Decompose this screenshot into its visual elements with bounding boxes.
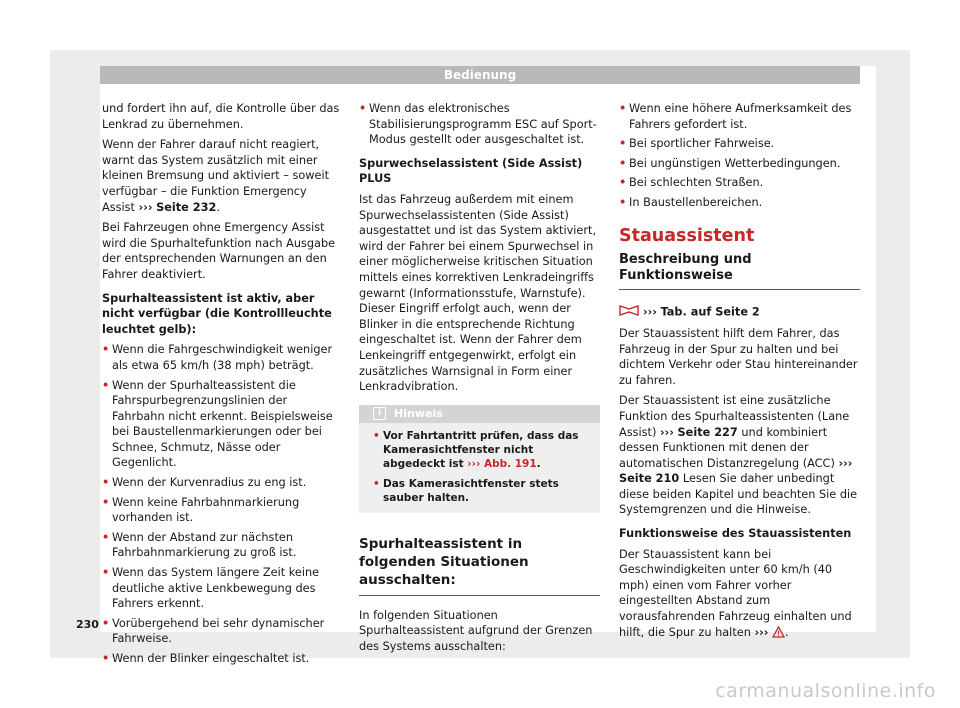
table-reference[interactable]: Tab. auf Seite 2 (660, 305, 760, 319)
list-item: • Wenn das System längere Zeit keine deutliche aktive Lenkbewegung des Fahrers erkennt. (102, 566, 320, 611)
paragraph: Der Stauassistent kann bei Geschwindigkeiten unter 60 km/h (40 mph) einen vom Fahrer vorher eingestellten Abstand zum vorausfahrenden Fahrzeug einhalten und hilft, die Spur zu halten ››› . (619, 547, 860, 643)
column-2 (359, 101, 600, 659)
list-item: • Wenn eine höhere Aufmerksamkeit des Fahrers gefordert ist. (619, 102, 852, 131)
list-item: • Bei sportlicher Fahrweise. (619, 137, 775, 151)
chapter-title: Stauassistent (619, 225, 755, 246)
paragraph: In folgenden Situationen Spurhalteassistent aufgrund der Grenzen des Systems ausschalten: (359, 608, 593, 653)
column-1 (102, 101, 340, 671)
page-reference[interactable]: Seite 227 (677, 425, 738, 439)
list-item: • Bei schlechten Straßen. (619, 176, 764, 190)
ref-arrow: ››› (659, 425, 674, 439)
watermark: carmanualsonline.info (715, 680, 936, 702)
page-reference[interactable]: Seite 232 (156, 200, 217, 214)
paragraph: und fordert ihn auf, die Kontrolle über das Lenkrad zu übernehmen. (102, 102, 340, 131)
list-item: • Wenn die Fahrgeschwindigkeit weniger als etwa 65 km/h (38 mph) beträgt. (102, 343, 333, 372)
warning-icon (772, 626, 785, 643)
section-subtitle: Beschreibung und Funktionsweise (619, 252, 860, 290)
ref-arrow: ››› (467, 457, 481, 470)
list-item: • Vor Fahrtantritt prüfen, dass das Kamerasichtfenster nicht abgedeckt ist ››› Abb. 191. (373, 429, 579, 470)
subheading: Spurhalteassistent ist aktiv, aber nicht verfügbar (die Kontrollleuchte leuchtet gelb): (102, 291, 332, 336)
list-item: • Das Kamerasichtfenster stets sauber halten. (373, 477, 559, 504)
list-item: • Wenn das elektronisches Stabilisierungsprogramm ESC auf Sport-Modus gestellt oder ausgeschaltet ist. (359, 102, 597, 147)
info-icon: i (373, 407, 386, 420)
list-item: • Bei ungünstigen Wetterbedingungen. (619, 156, 841, 170)
paragraph: Bei Fahrzeugen ohne Emergency Assist wird die Spurhaltefunktion nach Ausgabe der entsprechenden Warnungen an den Fahrer deaktiviert. (102, 221, 336, 281)
note-box (359, 405, 600, 513)
page-reference[interactable]: Seite 210 (619, 472, 680, 486)
subheading: Funktionsweise des Stauassistenten (619, 527, 852, 541)
ref-arrow: ››› (138, 200, 153, 214)
ref-arrow: ››› (754, 625, 769, 639)
column-3 (619, 101, 860, 647)
subheading: Spurwechselassistent (Side Assist) PLUS (359, 156, 583, 186)
paragraph: Der Stauassistent ist eine zusätzliche Funktion des Spurhalteassistenten (Lane Assist) ››› Seite 227 und kombiniert dessen Funktionen mit denen der automatischen Distanzregelung (ACC) ››› Seite 210 Lesen Sie daher unbedingt diese beiden Kapitel und beachten Sie die Systemgrenzen und die Hinweise. (619, 394, 858, 517)
section-title: Spurhalteassistent in folgenden Situationen ausschalten: (359, 535, 600, 596)
list-item: • Wenn der Spurhalteassistent die Fahrspurbegrenzungslinien der Fahrbahn nicht erkennt. Beispielsweise bei Baustellenmarkierungen oder bei Schnee, Schmutz, Nässe oder Gegenlicht. (102, 378, 333, 470)
figure-reference[interactable]: Abb. 191 (483, 457, 537, 470)
paragraph: Der Stauassistent hilft dem Fahrer, das Fahrzeug in der Spur zu halten und bei dichtem Verkehr oder Stau hintereinander zu fahren. (619, 326, 858, 387)
page-number: 230 (76, 618, 99, 631)
list-item: • Wenn der Kurvenradius zu eng ist. (102, 476, 307, 490)
paragraph: Ist das Fahrzeug außerdem mit einem Spurwechselassistenten (Side Assist) ausgestattet und ist das System aktiviert, wird der Fahrer bei einem Spurwechsel in einer möglicherweise kritischen Situation mittels eines korrektiven Lenkradeingriffs gewarnt (Informationsstufe, Warnstufe). Dieser Eingriff erfolgt auch, wenn der Blinker in die entsprechende Richtung eingeschaltet ist. Wenn der Fahrer dem Lenkeingriff entgegenwirkt, erfolgt ein zusätzliches Warnsignal in Form einer Lenkradvibration. (359, 192, 597, 394)
list-item: • Wenn keine Fahrbahnmarkierung vorhanden ist. (102, 495, 300, 525)
ref-arrow: ››› (838, 456, 853, 470)
list-item: • Wenn der Blinker eingeschaltet ist. (102, 652, 310, 665)
paragraph (619, 304, 860, 321)
list-item: • In Baustellenbereichen. (619, 195, 763, 209)
book-icon (619, 304, 639, 321)
paragraph: Wenn der Fahrer darauf nicht reagiert, warnt das System zusätzlich mit einer kleinen Bremsung und aktiviert – soweit verfügbar – die Funktion Emergency Assist ››› Seite 232. (102, 138, 330, 214)
ref-arrow: ››› (643, 305, 657, 319)
note-header: i Hinweis (359, 405, 600, 423)
list-item: • Wenn der Abstand zur nächsten Fahrbahnmarkierung zu groß ist. (102, 530, 297, 560)
list-item: • Vorübergehend bei sehr dynamischer Fahrweise. (102, 616, 325, 646)
page-header: Bedienung (100, 66, 860, 84)
